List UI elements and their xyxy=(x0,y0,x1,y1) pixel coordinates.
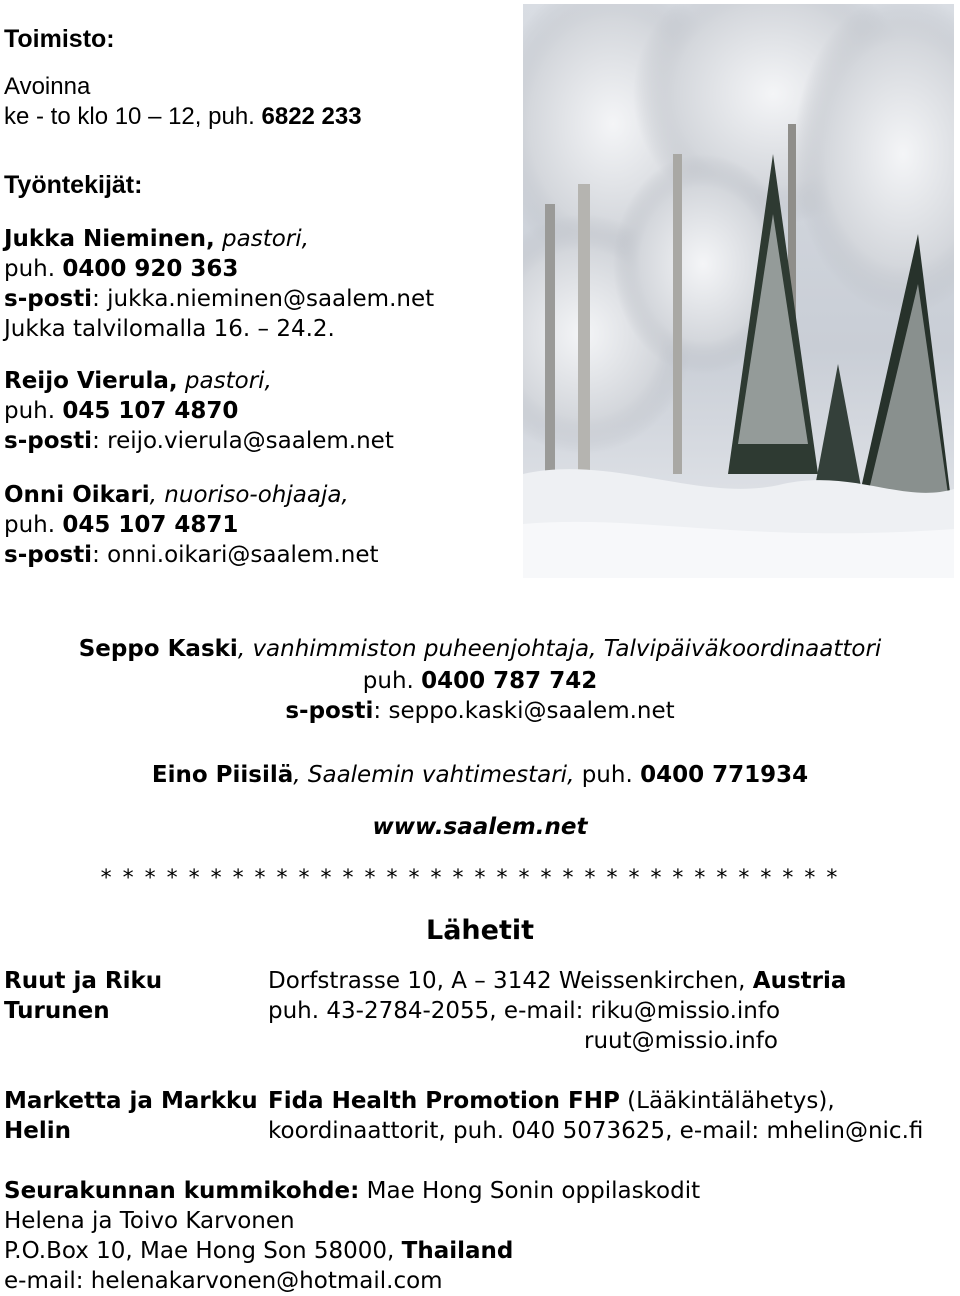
reijo-email-label: s-posti xyxy=(4,428,93,454)
seppo-phone: 0400 787 742 xyxy=(421,668,598,694)
turunen-country: Austria xyxy=(752,968,847,994)
turunen-street: Dorfstrasse 10, A – 3142 Weissenkirchen, xyxy=(268,968,753,994)
missions-heading: Lähetit xyxy=(425,915,535,946)
seppo-puh-label: puh. xyxy=(362,668,422,694)
eino-phone: 0400 771934 xyxy=(640,762,809,788)
jukka-phone: 0400 920 363 xyxy=(62,256,239,282)
sponsor-line2: Helena ja Toivo Karvonen xyxy=(4,1208,295,1234)
sponsor-label: Seurakunnan kummikohde: xyxy=(4,1178,360,1204)
sponsor-text: Mae Hong Sonin oppilaskodit xyxy=(359,1178,701,1204)
seppo-email-line xyxy=(0,696,960,726)
seppo-name-line xyxy=(0,634,960,664)
onni-name: Onni Oikari xyxy=(4,482,150,508)
seppo-name: Seppo Kaski xyxy=(78,636,238,662)
star-divider: * * * * * * * * * * * * * * * * * * * * * * * * * * * * * * * * * * xyxy=(100,866,840,891)
turunen-address xyxy=(268,966,846,996)
turunen-phone-line: puh. 43-2784-2055, e-mail: riku@missio.info xyxy=(268,998,781,1024)
helin-name-line2: Helin xyxy=(4,1118,71,1144)
seppo-email-label: s-posti xyxy=(285,698,374,724)
reijo-name: Reijo Vierula, xyxy=(4,368,178,394)
seppo-phone-line xyxy=(0,666,960,696)
helin-org: Fida Health Promotion FHP xyxy=(268,1088,620,1114)
office-phone: 6822 233 xyxy=(261,103,362,130)
onni-role: , nuoriso-ohjaaja, xyxy=(149,482,349,508)
turunen-name-line2: Turunen xyxy=(4,998,110,1024)
onni-name-line xyxy=(4,480,349,510)
sponsor-line1 xyxy=(4,1176,700,1206)
helin-name-line1: Marketta ja Markku xyxy=(4,1088,258,1114)
turunen-name-line1: Ruut ja Riku xyxy=(4,968,163,994)
jukka-email-label: s-posti xyxy=(4,286,93,312)
helin-org-suffix: (Lääkintälähetys), xyxy=(619,1088,835,1114)
seppo-email[interactable]: : seppo.kaski@saalem.net xyxy=(373,698,675,724)
onni-email[interactable]: : onni.oikari@saalem.net xyxy=(92,542,379,568)
jukka-note: Jukka talvilomalla 16. – 24.2. xyxy=(4,316,335,342)
office-open-line2 xyxy=(4,102,362,132)
seppo-role: , vanhimmiston puheenjohtaja, Talvipäiväkoordinaattori xyxy=(237,636,882,662)
sponsor-email[interactable]: e-mail: helenakarvonen@hotmail.com xyxy=(4,1268,443,1294)
reijo-puh-label: puh. xyxy=(4,398,63,424)
sponsor-country: Thailand xyxy=(401,1238,514,1264)
jukka-puh-label: puh. xyxy=(4,256,63,282)
jukka-role: pastori, xyxy=(214,226,309,252)
onni-email-label: s-posti xyxy=(4,542,93,568)
eino-puh-label: puh. xyxy=(574,762,641,788)
staff-heading: Työntekijät: xyxy=(4,171,143,199)
jukka-name-line xyxy=(4,224,309,254)
sponsor-line3 xyxy=(4,1236,513,1266)
reijo-phone-line xyxy=(4,396,238,426)
jukka-email[interactable]: : jukka.nieminen@saalem.net xyxy=(92,286,435,312)
office-open-line1: Avoinna xyxy=(4,73,91,100)
onni-phone-line xyxy=(4,510,238,540)
reijo-role: pastori, xyxy=(177,368,272,394)
jukka-phone-line xyxy=(4,254,238,284)
onni-phone: 045 107 4871 xyxy=(62,512,239,538)
sponsor-address: P.O.Box 10, Mae Hong Son 58000, xyxy=(4,1238,402,1264)
reijo-email-line xyxy=(4,426,394,456)
eino-name: Eino Piisilä xyxy=(151,762,294,788)
reijo-name-line xyxy=(4,366,272,396)
helin-org-line xyxy=(268,1086,835,1116)
reijo-email[interactable]: : reijo.vierula@saalem.net xyxy=(92,428,394,454)
office-hours: ke - to klo 10 – 12, puh. xyxy=(4,103,262,130)
office-heading: Toimisto: xyxy=(4,25,115,53)
onni-email-line xyxy=(4,540,379,570)
website-link[interactable]: www.saalem.net xyxy=(372,814,588,840)
helin-contact: koordinaattorit, puh. 040 5073625, e-mail: mhelin@nic.fi xyxy=(268,1118,924,1144)
onni-puh-label: puh. xyxy=(4,512,63,538)
reijo-phone: 045 107 4870 xyxy=(62,398,239,424)
eino-role: , Saalemin vahtimestari, xyxy=(293,762,575,788)
turunen-email2[interactable]: ruut@missio.info xyxy=(584,1028,778,1054)
jukka-name: Jukka Nieminen, xyxy=(4,226,215,252)
jukka-email-line xyxy=(4,284,434,314)
winter-forest-photo xyxy=(523,4,954,578)
eino-line xyxy=(0,760,960,790)
